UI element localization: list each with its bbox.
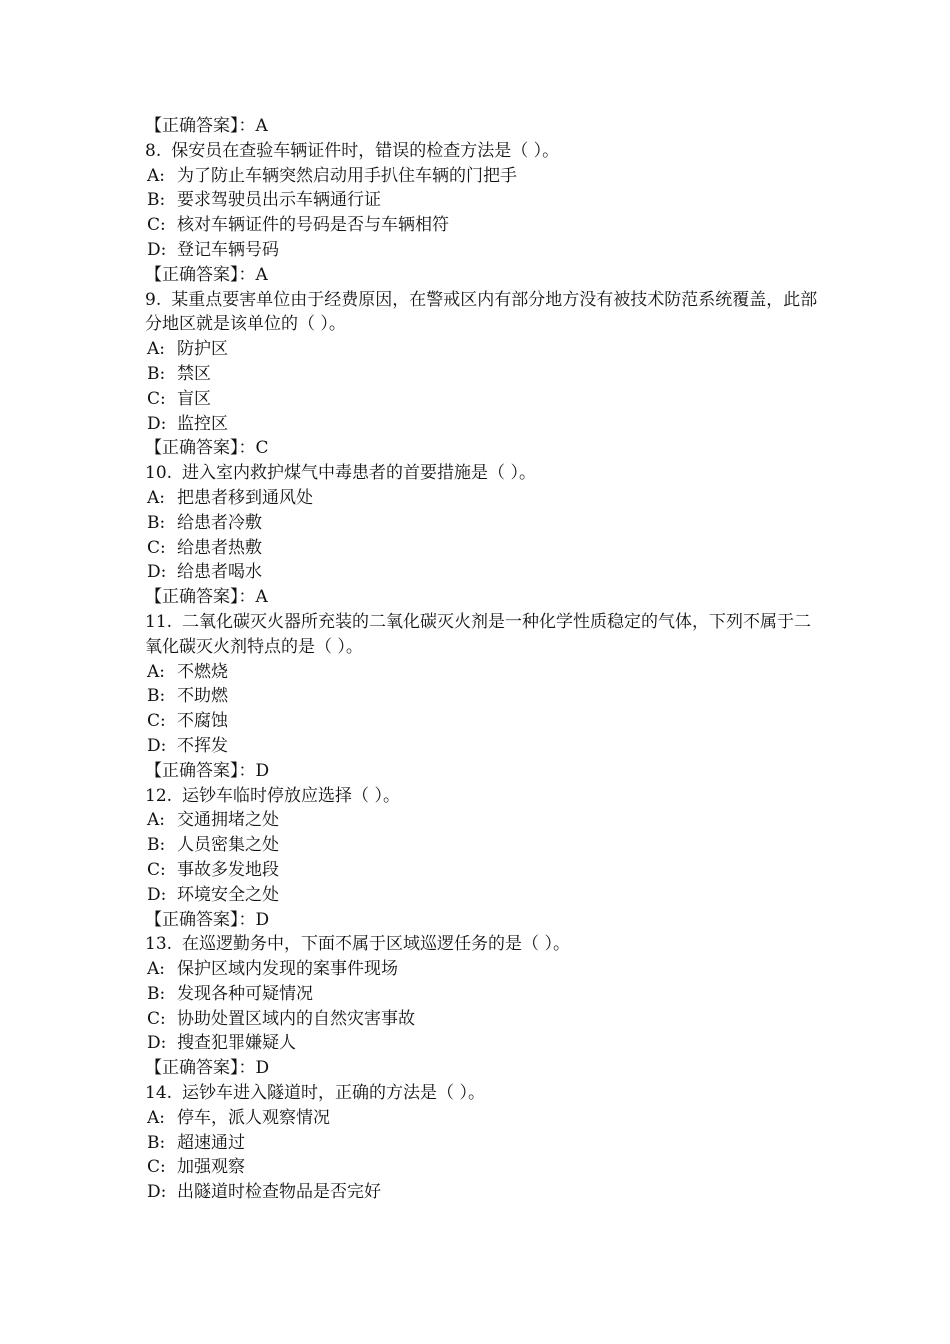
option-letter: A: bbox=[147, 165, 166, 186]
option-item bbox=[145, 1155, 825, 1180]
question-number: 9. bbox=[145, 289, 162, 310]
option-text: 要求驾驶员出示车辆通行证 bbox=[177, 190, 381, 211]
option-letter: D: bbox=[147, 413, 167, 434]
option-item bbox=[145, 486, 825, 511]
option-letter: C: bbox=[147, 1157, 166, 1178]
option-text: 给患者喝水 bbox=[177, 562, 262, 583]
question-text: 某重点要害单位由于经费原因，在警戒区内有部分地方没有被技术防范系统覆盖，此部分地区就是该单位的（ ）。 bbox=[145, 289, 818, 335]
question-stem bbox=[145, 784, 825, 809]
answer-line bbox=[145, 908, 825, 933]
option-item bbox=[145, 560, 825, 585]
option-letter: C: bbox=[147, 711, 166, 732]
option-text: 出隧道时检查物品是否完好 bbox=[177, 1182, 381, 1203]
option-letter: B: bbox=[147, 512, 166, 533]
option-text: 不助燃 bbox=[177, 686, 228, 707]
question-stem bbox=[145, 932, 825, 957]
question-text: 运钞车临时停放应选择（ ）。 bbox=[182, 785, 400, 806]
question-number: 10. bbox=[145, 463, 173, 484]
option-item bbox=[145, 1180, 825, 1205]
option-text: 事故多发地段 bbox=[177, 859, 279, 880]
option-item bbox=[145, 808, 825, 833]
answer-value: A bbox=[255, 116, 268, 136]
option-text: 给患者冷敷 bbox=[177, 512, 262, 533]
option-letter: A: bbox=[147, 959, 166, 980]
option-item bbox=[145, 412, 825, 437]
option-item bbox=[145, 188, 825, 213]
option-letter: A: bbox=[147, 487, 166, 508]
option-item bbox=[145, 957, 825, 982]
option-letter: D: bbox=[147, 884, 167, 905]
option-item bbox=[145, 982, 825, 1007]
question-number: 13. bbox=[145, 934, 173, 955]
option-item bbox=[145, 164, 825, 189]
option-text: 搜查犯罪嫌疑人 bbox=[177, 1033, 296, 1054]
question-number: 8. bbox=[145, 140, 162, 161]
option-letter: B: bbox=[147, 983, 166, 1004]
answer-line bbox=[145, 1056, 825, 1081]
question-text: 运钞车进入隧道时，正确的方法是（ ）。 bbox=[182, 1083, 485, 1104]
option-letter: B: bbox=[147, 363, 166, 384]
option-text: 不挥发 bbox=[177, 735, 228, 756]
answer-value: D bbox=[255, 1058, 270, 1079]
option-letter: C: bbox=[147, 537, 166, 558]
option-letter: D: bbox=[147, 239, 167, 260]
option-text: 禁区 bbox=[177, 363, 211, 384]
question-text: 在巡逻勤务中，下面不属于区域巡逻任务的是（ ）。 bbox=[182, 934, 570, 955]
answer-label: 【正确答案】： bbox=[145, 587, 256, 608]
option-item bbox=[145, 337, 825, 362]
question-item bbox=[145, 610, 825, 784]
question-item bbox=[145, 288, 825, 462]
option-letter: C: bbox=[147, 859, 166, 880]
question-item bbox=[145, 784, 825, 933]
option-item bbox=[145, 734, 825, 759]
option-text: 人员密集之处 bbox=[177, 835, 279, 856]
option-item bbox=[145, 660, 825, 685]
answer-line bbox=[145, 263, 825, 288]
option-item bbox=[145, 387, 825, 412]
answer-label: 【正确答案】： bbox=[145, 116, 256, 136]
question-stem bbox=[145, 461, 825, 486]
option-text: 给患者热敷 bbox=[177, 537, 262, 558]
option-item bbox=[145, 833, 825, 858]
option-item bbox=[145, 536, 825, 561]
option-letter: A: bbox=[147, 661, 166, 682]
option-letter: C: bbox=[147, 388, 166, 409]
question-list bbox=[145, 114, 825, 1205]
option-text: 环境安全之处 bbox=[177, 884, 279, 905]
question-stem bbox=[145, 1081, 825, 1106]
question-number: 11. bbox=[145, 611, 173, 632]
question-stem bbox=[145, 288, 825, 338]
option-letter: A: bbox=[147, 810, 166, 831]
question-item bbox=[145, 461, 825, 610]
option-letter: D: bbox=[147, 562, 167, 583]
option-text: 核对车辆证件的号码是否与车辆相符 bbox=[177, 215, 449, 236]
option-text: 为了防止车辆突然启动用手扒住车辆的门把手 bbox=[177, 165, 517, 186]
option-text: 不燃烧 bbox=[177, 661, 228, 682]
answer-label: 【正确答案】： bbox=[145, 760, 256, 781]
option-text: 登记车辆号码 bbox=[177, 239, 279, 260]
option-item bbox=[145, 858, 825, 883]
question-text: 二氧化碳灭火器所充装的二氧化碳灭火剂是一种化学性质稳定的气体，下列不属于二氧化碳灭火剂特点的是（ ）。 bbox=[145, 611, 812, 657]
answer-line bbox=[145, 585, 825, 610]
option-text: 防护区 bbox=[177, 339, 228, 360]
answer-value: D bbox=[255, 909, 270, 930]
option-item bbox=[145, 684, 825, 709]
option-item bbox=[145, 213, 825, 238]
question-item bbox=[145, 932, 825, 1081]
option-item bbox=[145, 238, 825, 263]
option-text: 监控区 bbox=[177, 413, 228, 434]
option-letter: A: bbox=[147, 339, 166, 360]
option-item bbox=[145, 362, 825, 387]
answer-label: 【正确答案】： bbox=[145, 909, 256, 930]
option-letter: B: bbox=[147, 190, 166, 211]
option-item bbox=[145, 1031, 825, 1056]
option-letter: C: bbox=[147, 1008, 166, 1029]
question-text: 保安员在查验车辆证件时，错误的检查方法是（ ）。 bbox=[171, 140, 560, 161]
option-item bbox=[145, 883, 825, 908]
answer-value: C bbox=[255, 438, 269, 459]
question-item bbox=[145, 139, 825, 288]
question-stem bbox=[145, 610, 825, 660]
answer-line bbox=[145, 759, 825, 784]
option-letter: A: bbox=[147, 1107, 166, 1128]
option-text: 停车，派人观察情况 bbox=[177, 1107, 330, 1128]
option-item bbox=[145, 1106, 825, 1131]
option-item bbox=[145, 511, 825, 536]
option-letter: B: bbox=[147, 1132, 166, 1153]
option-text: 保护区域内发现的案事件现场 bbox=[177, 959, 398, 980]
answer-value: A bbox=[255, 587, 268, 608]
answer-label: 【正确答案】： bbox=[145, 1058, 256, 1079]
option-letter: C: bbox=[147, 215, 166, 236]
option-item bbox=[145, 709, 825, 734]
option-letter: D: bbox=[147, 735, 167, 756]
answer-value: A bbox=[255, 264, 268, 285]
option-item bbox=[145, 1131, 825, 1156]
option-text: 协助处置区域内的自然灾害事故 bbox=[177, 1008, 415, 1029]
option-letter: B: bbox=[147, 835, 166, 856]
question-text: 进入室内救护煤气中毒患者的首要措施是（ ）。 bbox=[182, 463, 536, 484]
option-letter: D: bbox=[147, 1033, 167, 1054]
question-number: 14. bbox=[145, 1083, 173, 1104]
option-text: 不腐蚀 bbox=[177, 711, 228, 732]
question-number: 12. bbox=[145, 785, 173, 806]
question-stem bbox=[145, 139, 825, 164]
option-text: 把患者移到通风处 bbox=[177, 487, 313, 508]
option-text: 发现各种可疑情况 bbox=[177, 983, 313, 1004]
option-item bbox=[145, 1007, 825, 1032]
option-text: 交通拥堵之处 bbox=[177, 810, 279, 831]
option-letter: B: bbox=[147, 686, 166, 707]
option-text: 超速通过 bbox=[177, 1132, 245, 1153]
answer-line bbox=[145, 114, 825, 139]
option-text: 加强观察 bbox=[177, 1157, 245, 1178]
answer-value: D bbox=[255, 760, 270, 781]
option-letter: D: bbox=[147, 1182, 167, 1203]
answer-label: 【正确答案】： bbox=[145, 438, 256, 459]
answer-line bbox=[145, 436, 825, 461]
option-text: 盲区 bbox=[177, 388, 211, 409]
answer-label: 【正确答案】： bbox=[145, 264, 256, 285]
question-item bbox=[145, 1081, 825, 1205]
